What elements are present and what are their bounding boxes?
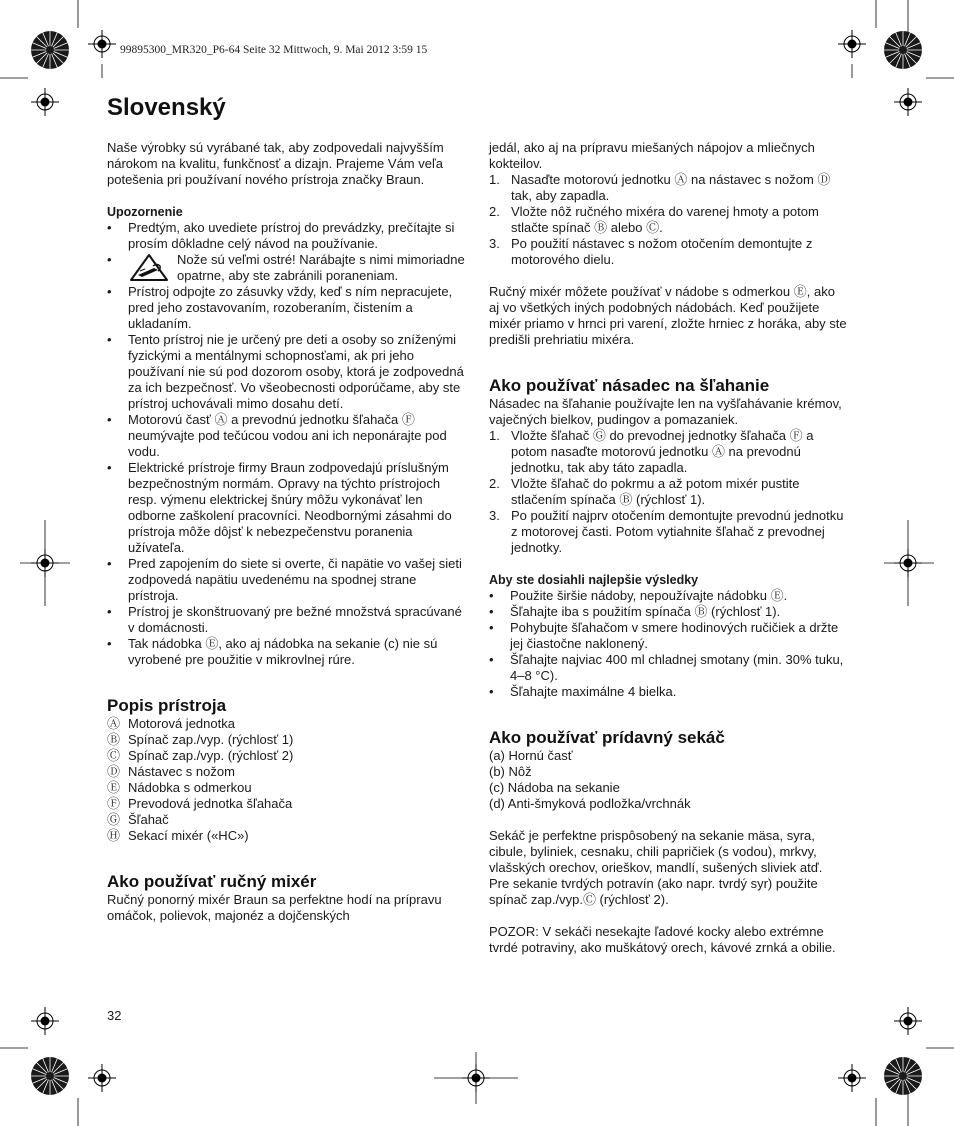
chopper-hard-food: Pre sekanie tvrdých potravín (ako napr. tvrdý syr) použite spínač zap./vyp.Ⓒ (rýchlosť 2). (489, 876, 818, 907)
step-item: 1. Vložte šľahač Ⓖ do prevodnej jednotky šľahača Ⓕ a potom nasaďte motorovú jednotku Ⓐ na prevodnú jednotku, tak aby táto zapadla. (489, 428, 814, 475)
right-column (489, 140, 847, 956)
part-item: Ⓑ Spínač zap./vyp. (rýchlosť 1) (107, 732, 294, 747)
hand-blender-intro-continued: jedál, ako aj na prípravu miešaných nápojov a mliečnych kokteilov. (489, 140, 815, 171)
part-item: Ⓖ Šľahač (107, 812, 169, 827)
list-item: • Prístroj je skonštruovaný pre bežné množstvá spracúvané v domácnosti. (107, 604, 462, 635)
bullet: • (107, 220, 112, 235)
parts-list (107, 716, 467, 844)
part-item: Ⓒ Spínač zap./vyp. (rýchlosť 2) (107, 748, 294, 763)
list-item: • Tento prístroj nie je určený pre deti a osoby so zníženými fyzickými a mentálnymi schopnosťami, ak pri jeho používaní nie sú pod dozorom osoby, ktorá je zodpovedná za ich bezpečnosť. Vo všeobecnosti odporúčame, aby ste prístroj uchovávali mimo dosahu detí. (107, 332, 464, 411)
part-item: Ⓗ Sekací mixér («HC») (107, 828, 249, 843)
bullet: • (107, 252, 112, 267)
list-item: • Motorovú časť Ⓐ a prevodnú jednotku šľahača Ⓕ neumývajte pod tečúcou vodou ani ich neponárajte pod vodu. (107, 412, 447, 459)
part-item: Ⓕ Prevodová jednotka šľahača (107, 796, 293, 811)
bullet: • (107, 412, 112, 427)
list-item: • Prístroj odpojte zo zásuvky vždy, keď s ním nepracujete, pred jeho zostavovaním, rozoberaním, čistením a ukladaním. (107, 284, 453, 331)
part-item: Ⓓ Nástavec s nožom (107, 764, 235, 779)
description-heading: Popis prístroja (107, 696, 227, 715)
chopper-part: (b) Nôž (489, 764, 532, 779)
print-header: 99895300_MR320_P6-64 Seite 32 Mittwoch, 9. Mai 2012 3:59 15 (120, 44, 428, 56)
step-item: 2. Vložte šľahač do pokrmu a až potom mixér pustite stlačením spínača Ⓑ (rýchlosť 1). (489, 476, 800, 507)
bullet: • (489, 684, 494, 699)
whisk-heading: Ako používať násadec na šľahanie (489, 376, 770, 395)
list-item: • Použite širšie nádoby, nepoužívajte nádobku Ⓔ. (489, 588, 788, 603)
bullet: • (107, 460, 112, 475)
bullet: • (489, 604, 494, 619)
hand-blender-heading: Ako používať ručný mixér (107, 872, 317, 891)
whisk-intro: Násadec na šľahanie používajte len na vyšľahávanie krémov, vaječných bielkov, pudingov a pomazaniek. (489, 396, 842, 427)
step-item: 1. Nasaďte motorovú jednotku Ⓐ na nástavec s nožom Ⓓ tak, aby zapadla. (489, 172, 831, 203)
list-item: • Šľahajte iba s použitím spínača Ⓑ (rýchlosť 1). (489, 604, 781, 619)
chopper-caution: POZOR: V sekáči nesekajte ľadové kocky alebo extrémne tvrdé potraviny, ako muškátový orech, kávové zrnká a obilie. (489, 924, 836, 955)
tips-heading: Aby ste dosiahli najlepšie výsledky (489, 573, 699, 587)
warnings-heading: Upozornenie (107, 205, 183, 219)
list-item: • Tak nádobka Ⓔ, ako aj nádobka na sekanie (c) nie sú vyrobené pre použitie v mikrovlnej rúre. (107, 636, 438, 667)
chopper-text: Sekáč je perfektne prispôsobený na sekanie mäsa, syra, cibule, byliniek, cesnaku, chili papričiek (s vodou), mrkvy, vlašských orechov, orieškov, mandlí, sušených sliviek atď. (489, 828, 823, 875)
list-item: • Predtým, ako uvediete prístroj do prevádzky, prečítajte si prosím dôkladne celý návod na používanie. (107, 220, 455, 251)
hand-blender-note: Ručný mixér môžete používať v nádobe s odmerkou Ⓔ, ako aj vo všetkých iných podobných nádobách. Keď použijete mixér priamo v hrnci pri varení, zložte hrniec z horáka, aby ste predišli prehriatiu mixéra. (489, 284, 847, 347)
part-item: Ⓐ Motorová jednotka (107, 716, 235, 731)
part-item: Ⓔ Nádobka s odmerkou (107, 780, 252, 795)
warnings-list (107, 220, 467, 668)
step-item: 3. Po použití nástavec s nožom otočením demontujte z motorového dielu. (489, 236, 813, 267)
list-item: • Pred zapojením do siete si overte, či napätie vo vašej sieti zodpovedá napätiu uvedenému na spodnej strane prístroja. (107, 556, 462, 603)
bullet: • (489, 588, 494, 603)
list-item: • Elektrické prístroje firmy Braun zodpovedajú príslušným bezpečnostným normám. Opravy na týchto prístrojoch resp. výmenu elektrickej šnúry môžu vykonávať len odborne zaškolení pracovníci. Neodbornými zásahmi do prístroja môže dôjsť k nebezpečenstvu poranenia užívateľa. (107, 460, 452, 555)
chopper-part: (a) Hornú časť (489, 748, 573, 763)
list-item: • Nože sú veľmi ostré! Narábajte s nimi mimoriadne opatrne, aby ste zabránili poraneniam. (107, 252, 465, 283)
chopper-heading: Ako používať prídavný sekáč (489, 728, 725, 747)
intro-paragraph: Naše výrobky sú vyrábané tak, aby zodpovedali najvyšším nárokom na kvalitu, funkčnosť a dizajn. Prajeme Vám veľa potešenia pri používaní nového prístroja značky Braun. (107, 140, 444, 187)
step-item: 3. Po použití najprv otočením demontujte prevodnú jednotku z motorovej časti. Potom vytiahnite šľahač z prevodnej jednotky. (489, 508, 844, 555)
bullet: • (107, 556, 112, 571)
chopper-parts (489, 748, 847, 812)
bullet: • (489, 652, 494, 667)
sharp-blade-warning-icon (128, 253, 170, 283)
whisk-steps (489, 428, 847, 556)
left-column (107, 140, 467, 924)
chopper-part: (c) Nádoba na sekanie (489, 780, 620, 795)
bullet: • (489, 620, 494, 635)
list-item: • Šľahajte maximálne 4 bielka. (489, 684, 677, 699)
page-number: 32 (107, 1008, 122, 1023)
chopper-part: (d) Anti-šmyková podložka/vrchnák (489, 796, 691, 811)
hand-blender-intro: Ručný ponorný mixér Braun sa perfektne hodí na prípravu omáčok, polievok, majonéz a dojčenských (107, 892, 442, 923)
hand-blender-steps (489, 172, 847, 268)
bullet: • (107, 284, 112, 299)
list-item: • Šľahajte najviac 400 ml chladnej smotany (min. 30% tuku, 4–8 °C). (489, 652, 844, 683)
bullet: • (107, 604, 112, 619)
page-title: Slovenský (107, 94, 226, 121)
step-item: 2. Vložte nôž ručného mixéra do varenej hmoty a potom stlačte spínač Ⓑ alebo Ⓒ. (489, 204, 819, 235)
tips-list (489, 588, 847, 700)
bullet: • (107, 636, 112, 651)
bullet: • (107, 332, 112, 347)
list-item: • Pohybujte šľahačom v smere hodinových ručičiek a držte jej čiastočne naklonený. (489, 620, 839, 651)
